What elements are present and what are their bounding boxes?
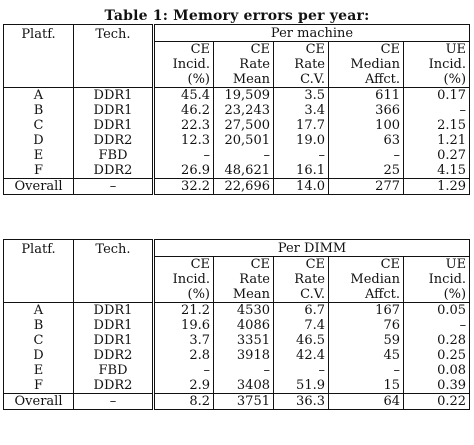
value-cell: – (154, 363, 214, 378)
overall-label: Overall (4, 394, 74, 410)
value-cell: 4.15 (437, 163, 467, 178)
overall-row (4, 179, 470, 195)
tech-cell: FBD (74, 363, 154, 378)
value-cell: 12.3 (154, 133, 214, 148)
value-cell: 23,243 (214, 103, 274, 118)
overall-cell: 64 (329, 394, 404, 410)
tech-cell: DDR1 (74, 333, 154, 348)
value-cell: 27,500 (214, 118, 274, 133)
value-cell: 17.7 (274, 118, 329, 133)
per-dimm-table (3, 239, 470, 410)
value-cell: 3.4 (274, 103, 329, 118)
tech-cell: DDR1 (74, 118, 154, 133)
col-header: CE (214, 42, 274, 58)
table-caption: Table 1: Memory errors per year: (104, 8, 370, 24)
col-header: CE (154, 42, 214, 58)
table-row (4, 118, 470, 133)
value-cell: 4086 (214, 318, 274, 333)
col-header: Mean (214, 287, 274, 303)
col-header: Incid. (154, 272, 214, 287)
overall-tech: – (74, 179, 154, 195)
col-header: Rate (274, 57, 329, 72)
table-row (4, 378, 470, 394)
col-header: CE (154, 257, 214, 273)
value-cell: 45 (329, 348, 404, 363)
value-cell: – (329, 363, 404, 378)
value-cell: 2.8 (154, 348, 214, 363)
value-cell: 26.9 (154, 163, 214, 179)
col-header: Incid. (428, 57, 467, 72)
value-cell: 7.4 (274, 318, 329, 333)
value-cell: 48,621 (214, 163, 274, 179)
value-cell: 16.1 (274, 163, 329, 179)
overall-cell: 8.2 (154, 394, 214, 410)
value-cell: 19.0 (274, 133, 329, 148)
per-machine-table (3, 24, 470, 195)
value-cell: – (154, 148, 214, 163)
col-header: Rate (274, 272, 329, 287)
value-cell: 59 (329, 333, 404, 348)
platform-cell: F (4, 163, 74, 179)
col-header: C.V. (274, 287, 329, 303)
col-header: C.V. (274, 72, 329, 88)
tech-cell: DDR2 (74, 378, 154, 394)
table-row (4, 303, 470, 319)
value-cell: 6.7 (274, 303, 329, 319)
platform-cell: D (4, 133, 74, 148)
col-header: Rate (214, 272, 274, 287)
tech-cell: DDR1 (74, 318, 154, 333)
value-cell: 19.6 (154, 318, 214, 333)
platform-cell: B (4, 103, 74, 118)
value-cell: 15 (329, 378, 404, 394)
value-cell: 366 (329, 103, 404, 118)
table-row (4, 333, 470, 348)
tech-cell: DDR2 (74, 133, 154, 148)
table-row (4, 363, 470, 378)
value-cell: 0.08 (437, 363, 467, 378)
value-cell: – (274, 148, 329, 163)
group-header-per-dimm: Per DIMM (154, 240, 470, 257)
value-cell: 0.39 (437, 378, 467, 393)
value-cell: – (459, 103, 467, 118)
col-header: Median (329, 57, 404, 72)
tech-cell: DDR1 (74, 88, 154, 104)
value-cell: 21.2 (154, 303, 214, 319)
value-cell: 1.21 (437, 133, 467, 148)
value-cell: 20,501 (214, 133, 274, 148)
value-cell: 0.25 (437, 348, 467, 363)
value-cell: 611 (329, 88, 404, 104)
tech-cell: DDR1 (74, 303, 154, 319)
overall-label: Overall (4, 179, 74, 195)
platform-cell: D (4, 348, 74, 363)
overall-cell: 1.29 (404, 179, 470, 195)
value-cell: – (274, 363, 329, 378)
value-cell: – (214, 148, 274, 163)
value-cell: 22.3 (154, 118, 214, 133)
value-cell: 0.28 (437, 333, 467, 348)
col-header: CE (274, 257, 329, 273)
table-row (4, 348, 470, 363)
overall-cell: 32.2 (154, 179, 214, 195)
col-header: (%) (443, 72, 467, 87)
col-header: Affct. (329, 287, 404, 303)
value-cell: 19,509 (214, 88, 274, 104)
value-cell: 2.15 (437, 118, 467, 133)
col-header: Incid. (428, 272, 467, 287)
value-cell: 2.9 (154, 378, 214, 394)
col-header: Affct. (329, 72, 404, 88)
value-cell: 4530 (214, 303, 274, 319)
col-header: Median (329, 272, 404, 287)
platform-cell: A (4, 88, 74, 104)
overall-cell: 3751 (214, 394, 274, 410)
platform-cell: B (4, 318, 74, 333)
col-header: CE (274, 42, 329, 58)
value-cell: 3918 (214, 348, 274, 363)
overall-cell: 36.3 (274, 394, 329, 410)
tech-cell: FBD (74, 148, 154, 163)
value-cell: 46.2 (154, 103, 214, 118)
platform-cell: E (4, 148, 74, 163)
col-header-tech: Tech. (74, 25, 154, 88)
group-header-per-machine: Per machine (154, 25, 470, 42)
value-cell: 25 (329, 163, 404, 179)
value-cell: – (329, 148, 404, 163)
col-header: (%) (154, 287, 214, 303)
col-header: UE (445, 257, 467, 272)
col-header-platf: Platf. (4, 240, 74, 303)
overall-cell: 14.0 (274, 179, 329, 195)
overall-row (4, 394, 470, 410)
col-header: Rate (214, 57, 274, 72)
col-header: (%) (443, 287, 467, 302)
table-row (4, 103, 470, 118)
col-header: Incid. (154, 57, 214, 72)
table-row (4, 133, 470, 148)
value-cell: 3.5 (274, 88, 329, 104)
value-cell: 3408 (214, 378, 274, 394)
value-cell: 3.7 (154, 333, 214, 348)
platform-cell: C (4, 333, 74, 348)
value-cell: 0.05 (404, 303, 470, 319)
value-cell: 45.4 (154, 88, 214, 104)
value-cell: 46.5 (274, 333, 329, 348)
col-header: Mean (214, 72, 274, 88)
tech-cell: DDR2 (74, 163, 154, 179)
value-cell: 0.27 (437, 148, 467, 163)
tech-cell: DDR2 (74, 348, 154, 363)
table-row (4, 148, 470, 163)
table-row (4, 163, 470, 179)
col-header-tech: Tech. (74, 240, 154, 303)
platform-cell: F (4, 378, 74, 394)
overall-tech: – (74, 394, 154, 410)
col-header: CE (329, 257, 404, 273)
value-cell: 51.9 (274, 378, 329, 394)
table-row (4, 88, 470, 104)
platform-cell: C (4, 118, 74, 133)
overall-cell: 0.22 (404, 394, 470, 410)
table-row (4, 318, 470, 333)
value-cell: 42.4 (274, 348, 329, 363)
col-header: CE (329, 42, 404, 58)
value-cell: 100 (329, 118, 404, 133)
col-header: CE (214, 257, 274, 273)
value-cell: 3351 (214, 333, 274, 348)
value-cell: 76 (329, 318, 404, 333)
value-cell: 63 (329, 133, 404, 148)
value-cell: 0.17 (404, 88, 470, 104)
col-header: (%) (154, 72, 214, 88)
col-header: UE (445, 42, 467, 57)
value-cell: 167 (329, 303, 404, 319)
value-cell: – (214, 363, 274, 378)
platform-cell: E (4, 363, 74, 378)
overall-cell: 277 (329, 179, 404, 195)
platform-cell: A (4, 303, 74, 319)
overall-cell: 22,696 (214, 179, 274, 195)
col-header-platf: Platf. (4, 25, 74, 88)
value-cell: – (459, 318, 467, 333)
tech-cell: DDR1 (74, 103, 154, 118)
